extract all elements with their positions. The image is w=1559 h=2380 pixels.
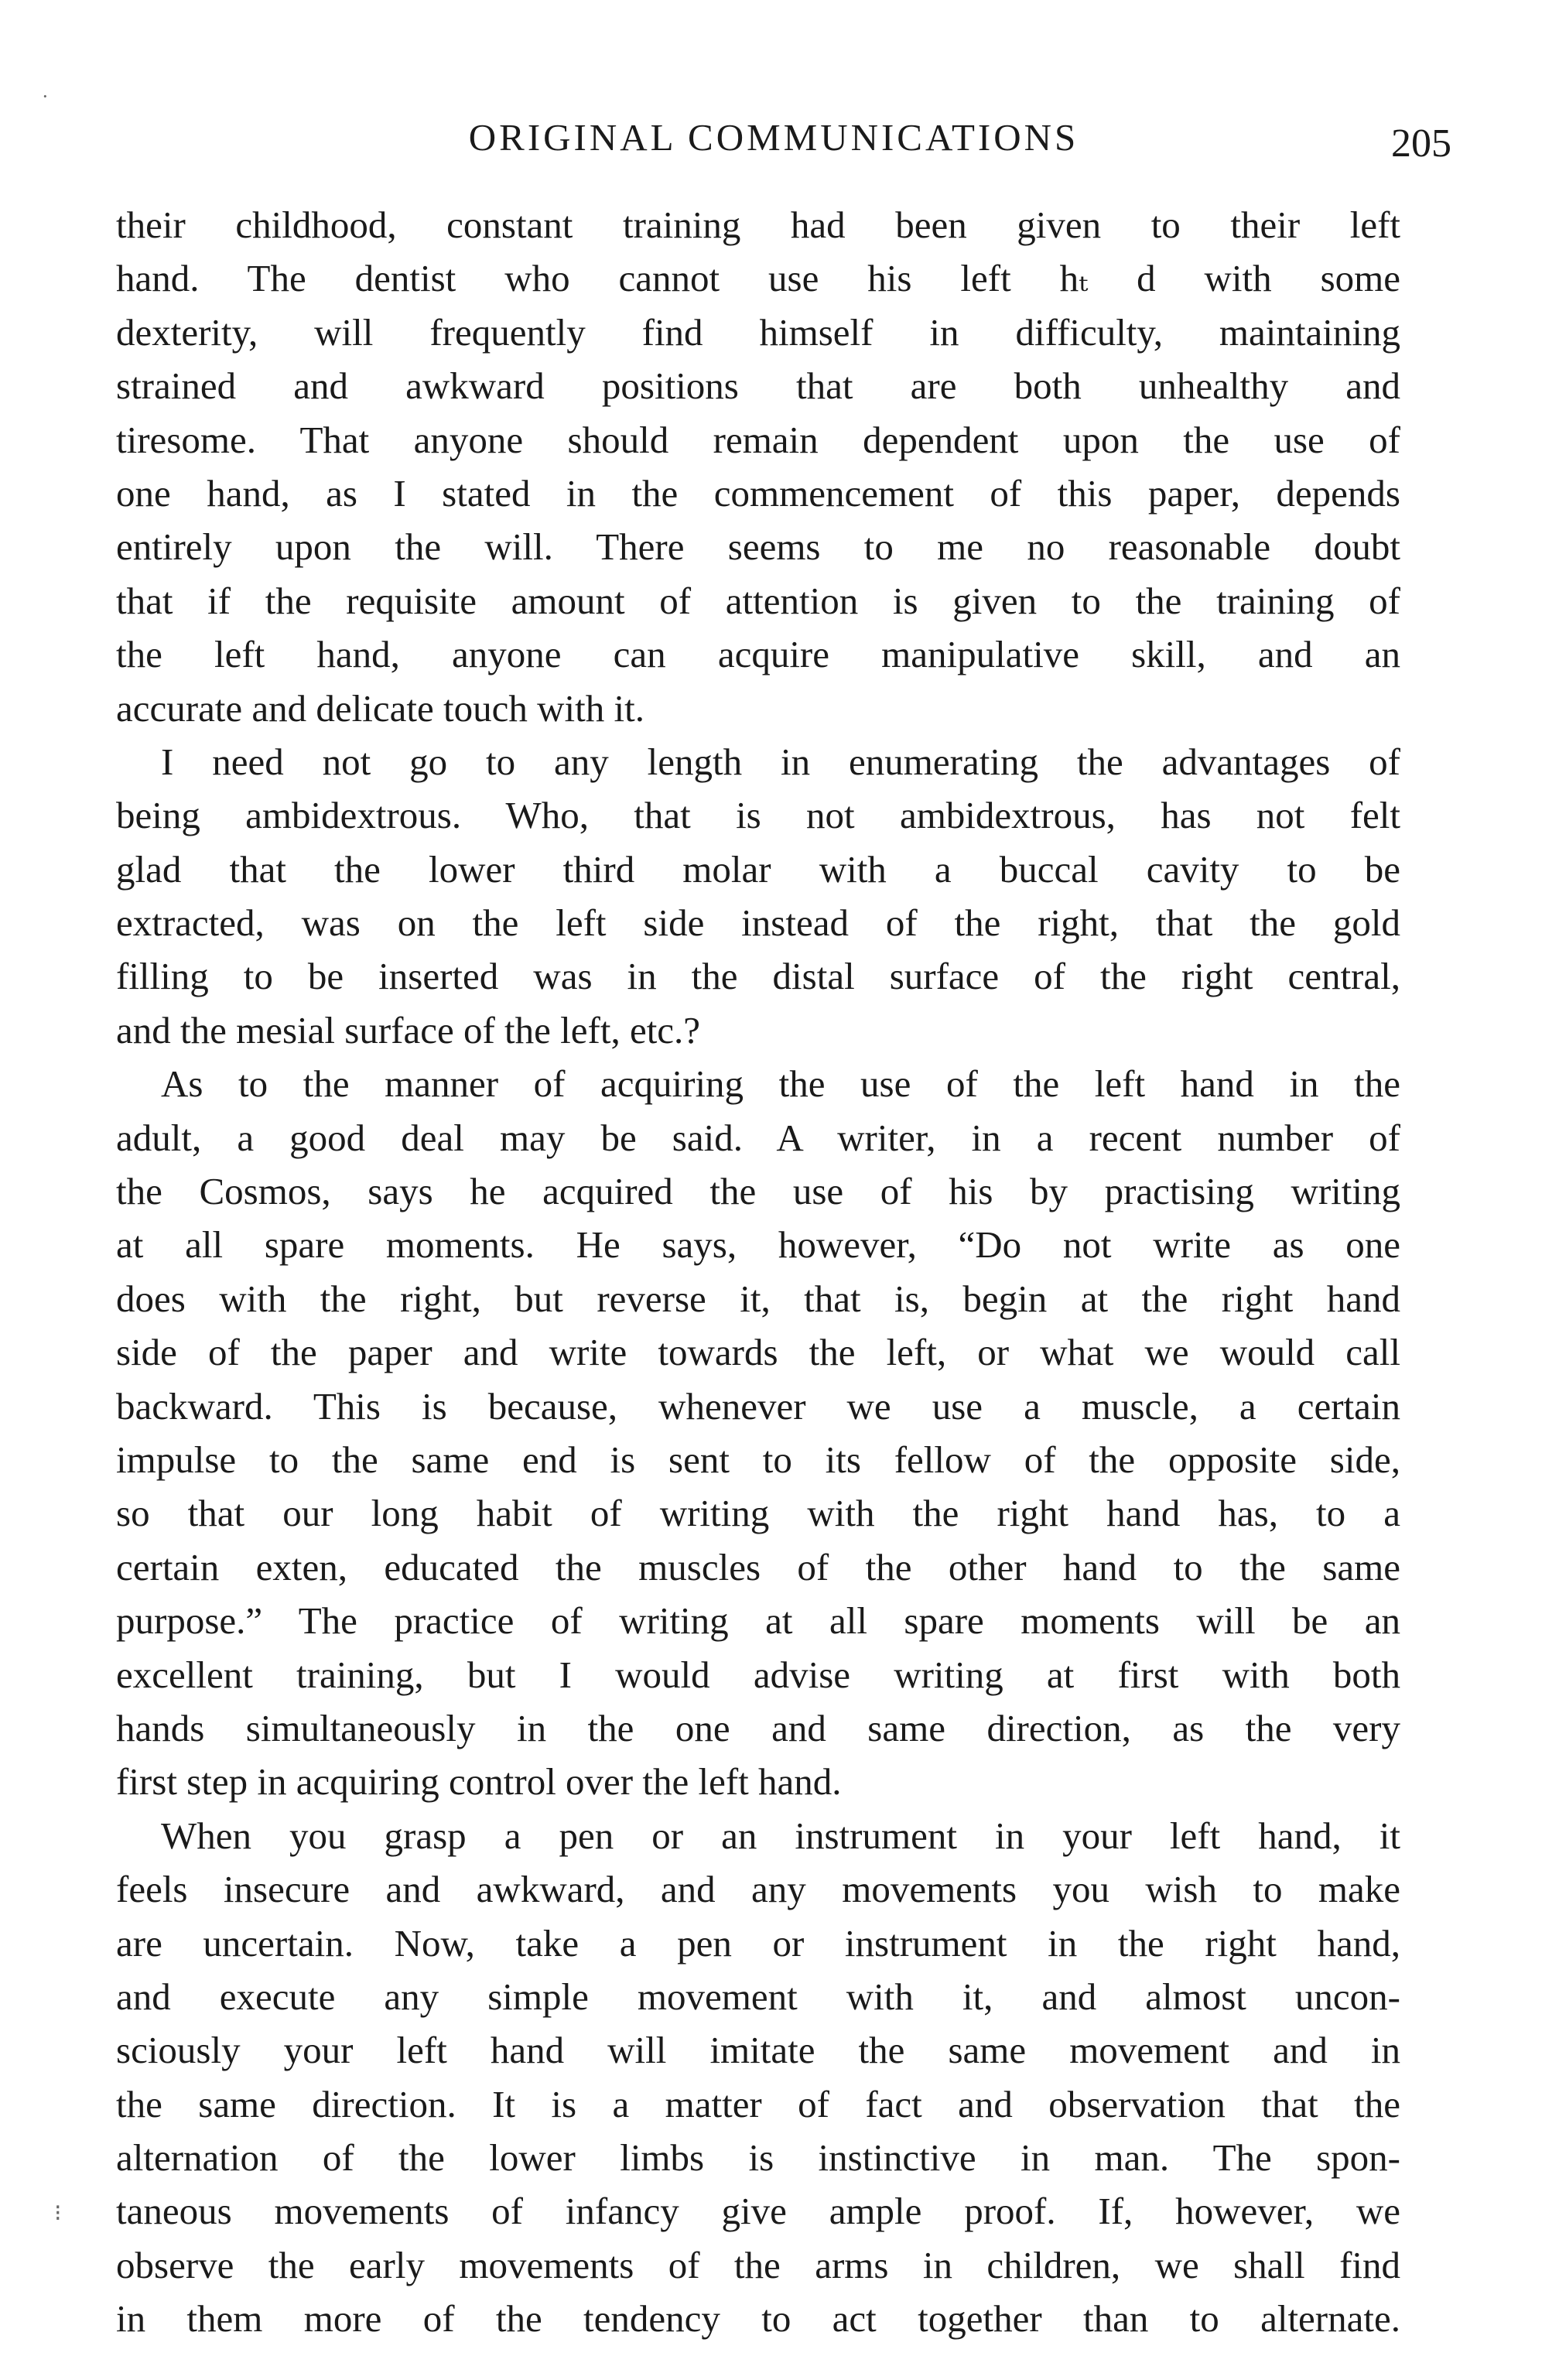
text-line: strained and awkward positions that are both unhealthy and (116, 364, 1400, 408)
text-line: so that our long habit of writing with the right hand has, to a (116, 1492, 1400, 1535)
text-line: purpose.” The practice of writing at all spare moments will be an (116, 1599, 1400, 1643)
text-line: at all spare moments. He says, however, “Do not write as one (116, 1223, 1400, 1267)
text-line: sciously your left hand will imitate the same movement and in (116, 2029, 1400, 2072)
text-line: When you grasp a pen or an instrument in your left hand, it (161, 1814, 1400, 1857)
page-header (116, 107, 1451, 169)
text-line: alternation of the lower limbs is instinctive in man. The spon- (116, 2136, 1400, 2180)
text-line: are uncertain. Now, take a pen or instrument in the right hand, (116, 1921, 1400, 1965)
margin-speck: · (42, 85, 49, 108)
text-line: side of the paper and write towards the left, or what we would call (116, 1331, 1400, 1374)
text-line: being ambidextrous. Who, that is not ambidextrous, has not felt (116, 794, 1400, 837)
text-line: dexterity, will frequently find himself in difficulty, maintaining (116, 310, 1400, 354)
text-line: As to the manner of acquiring the use of the left hand in the (161, 1062, 1400, 1106)
text-line: excellent training, but I would advise writing at first with both (116, 1653, 1400, 1696)
text-line: hands simultaneously in the one and same direction, as the very (116, 1706, 1400, 1749)
page-number: 205 (1391, 121, 1451, 166)
text-line: the Cosmos, says he acquired the use of his by practising writing (116, 1170, 1400, 1213)
text-line: that if the requisite amount of attention is given to the training of (116, 579, 1400, 622)
text-line: one hand, as I stated in the commencement of this paper, depends (116, 471, 1400, 515)
text-line: adult, a good deal may be said. A writer, in a recent number of (116, 1116, 1400, 1159)
text-line: their childhood, constant training had been given to their left (116, 203, 1400, 246)
text-line: and the mesial surface of the left, etc.? (116, 1008, 701, 1052)
text-line: feels insecure and awkward, and any movements you wish to make (116, 1868, 1400, 1911)
text-line: in them more of the tendency to act together than to alternate. (116, 2297, 1400, 2341)
text-line: filling to be inserted was in the distal surface of the right central, (116, 955, 1400, 998)
text-line: does with the right, but reverse it, that is, begin at the right hand (116, 1277, 1400, 1320)
running-head: ORIGINAL COMMUNICATIONS (468, 116, 1079, 159)
text-line: taneous movements of infancy give ample proof. If, however, we (116, 2190, 1400, 2233)
text-line: glad that the lower third molar with a buccal cavity to be (116, 847, 1400, 891)
body-text (116, 198, 1400, 2346)
text-line: the left hand, anyone can acquire manipulative skill, and an (116, 633, 1400, 676)
text-line: first step in acquiring control over the left hand. (116, 1760, 842, 1804)
text-line: extracted, was on the left side instead of the right, that the gold (116, 901, 1400, 945)
text-line: certain exten, educated the muscles of the other hand to the same (116, 1545, 1400, 1588)
text-line: impulse to the same end is sent to its fellow of the opposite side, (116, 1438, 1400, 1481)
text-line: entirely upon the will. There seems to me no reasonable doubt (116, 525, 1400, 569)
text-line: observe the early movements of the arms in children, we shall find (116, 2243, 1400, 2286)
text-line: I need not go to any length in enumerating the advantages of (161, 740, 1400, 783)
text-line: hand. The dentist who cannot use his left hₜ d with some (116, 257, 1400, 300)
margin-speck: ⁝ (54, 2200, 62, 2226)
text-line: tiresome. That anyone should remain dependent upon the use of (116, 418, 1400, 461)
text-line: the same direction. It is a matter of fact and observation that the (116, 2082, 1400, 2125)
text-line: accurate and delicate touch with it. (116, 686, 644, 730)
text-line: and execute any simple movement with it, and almost uncon- (116, 1975, 1400, 2018)
text-line: backward. This is because, whenever we use a muscle, a certain (116, 1384, 1400, 1428)
